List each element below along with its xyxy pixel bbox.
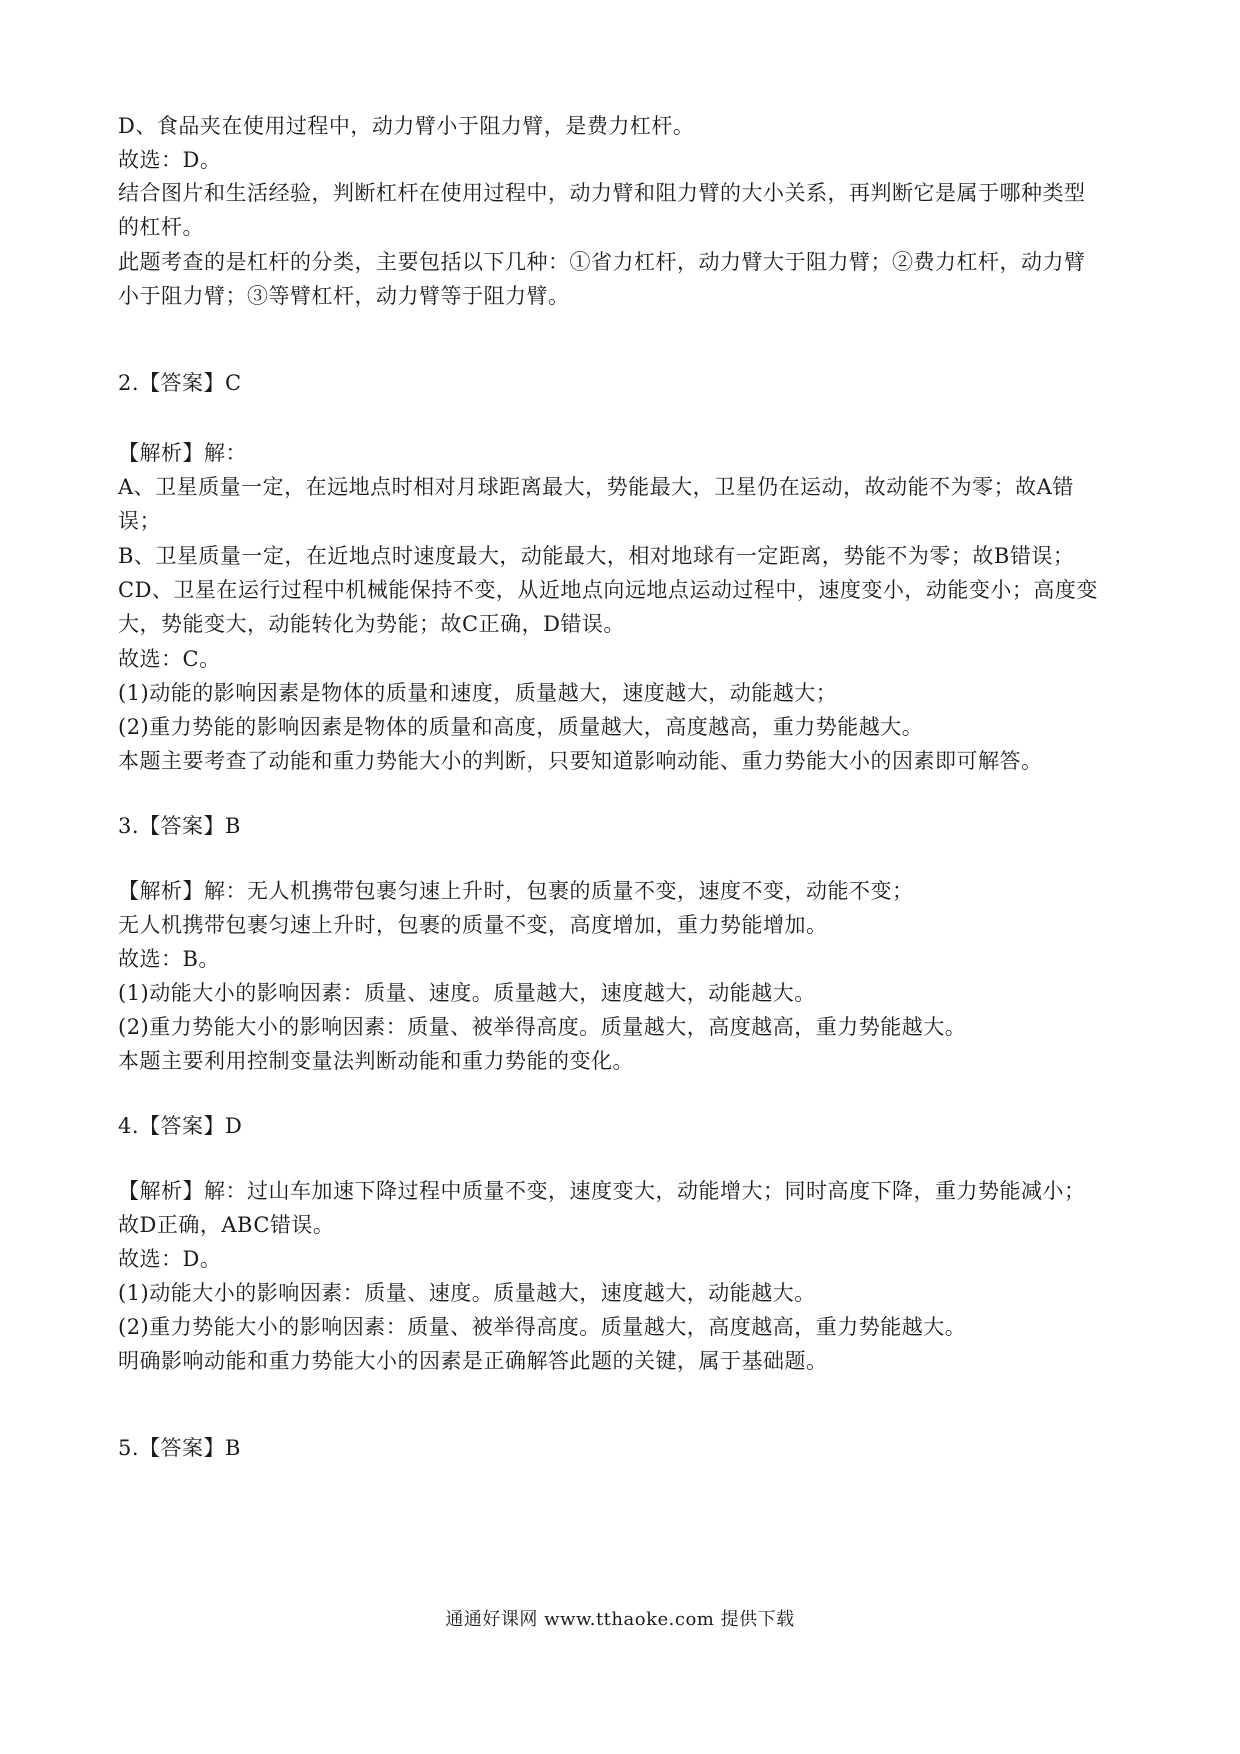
text-line: (1)动能大小的影响因素：质量、速度。质量越大，速度越大，动能越大。 [118,1281,816,1305]
analysis-heading: 【解析】解： [118,441,247,465]
text-line: 大，势能变大，动能转化为势能；故C正确，D错误。 [118,612,625,636]
text-line: 故D正确，ABC错误。 [118,1213,335,1237]
text-line: 的杠杆。 [118,215,204,239]
answer-heading: 2.【答案】C [118,371,242,395]
text-line: 无人机携带包裹匀速上升时，包裹的质量不变，高度增加，重力势能增加。 [118,913,828,937]
text-line: 【解析】解：过山车加速下降过程中质量不变，速度变大，动能增大；同时高度下降，重力势能减小； [118,1179,1086,1203]
text-line: D、食品夹在使用过程中，动力臂小于阻力臂，是费力杠杆。 [118,114,695,138]
text-line: (2)重力势能大小的影响因素：质量、被举得高度。质量越大，高度越高，重力势能越大。 [118,1015,967,1039]
text-line: 故选：D。 [118,1247,222,1271]
text-line: 明确影响动能和重力势能大小的因素是正确解答此题的关键，属于基础题。 [118,1349,828,1373]
text-line: (2)重力势能大小的影响因素：质量、被举得高度。质量越大，高度越高，重力势能越大。 [118,1315,967,1339]
text-line: 结合图片和生活经验，判断杠杆在使用过程中，动力臂和阻力臂的大小关系，再判断它是属于哪种类型 [118,181,1086,205]
text-line: A、卫星质量一定，在远地点时相对月球距离最大，势能最大，卫星仍在运动，故动能不为零；故A错 [118,475,1074,499]
text-line: 【解析】解：无人机携带包裹匀速上升时，包裹的质量不变，速度不变，动能不变； [118,879,914,903]
text-line: (1)动能的影响因素是物体的质量和速度，质量越大，速度越大，动能越大； [118,681,838,705]
text-line: (1)动能大小的影响因素：质量、速度。质量越大，速度越大，动能越大。 [118,981,816,1005]
page-footer: 通通好课网 www.tthaoke.com 提供下载 [445,1609,795,1630]
text-line: B、卫星质量一定，在近地点时速度最大，动能最大，相对地球有一定距离，势能不为零；故B错误； [118,544,1075,568]
text-line: 故选：B。 [118,947,220,971]
text-line: 小于阻力臂；③等臂杠杆，动力臂等于阻力臂。 [118,284,570,308]
text-line: 本题主要考查了动能和重力势能大小的判断，只要知道影响动能、重力势能大小的因素即可解答。 [118,749,1043,773]
text-line: 本题主要利用控制变量法判断动能和重力势能的变化。 [118,1049,634,1073]
text-line: (2)重力势能的影响因素是物体的质量和高度，质量越大，高度越高，重力势能越大。 [118,715,924,739]
text-line: 误； [118,509,161,533]
answer-heading: 5.【答案】B [118,1436,241,1460]
answer-heading: 3.【答案】B [118,814,241,838]
answer-heading: 4.【答案】D [118,1114,243,1138]
text-line: 故选：D。 [118,148,222,172]
text-line: 此题考查的是杠杆的分类，主要包括以下几种：①省力杠杆，动力臂大于阻力臂；②费力杠杆，动力臂 [118,250,1086,274]
text-line: 故选：C。 [118,647,221,671]
text-line: CD、卫星在运行过程中机械能保持不变，从近地点向远地点运动过程中，速度变小，动能变小；高度变 [118,578,1098,602]
